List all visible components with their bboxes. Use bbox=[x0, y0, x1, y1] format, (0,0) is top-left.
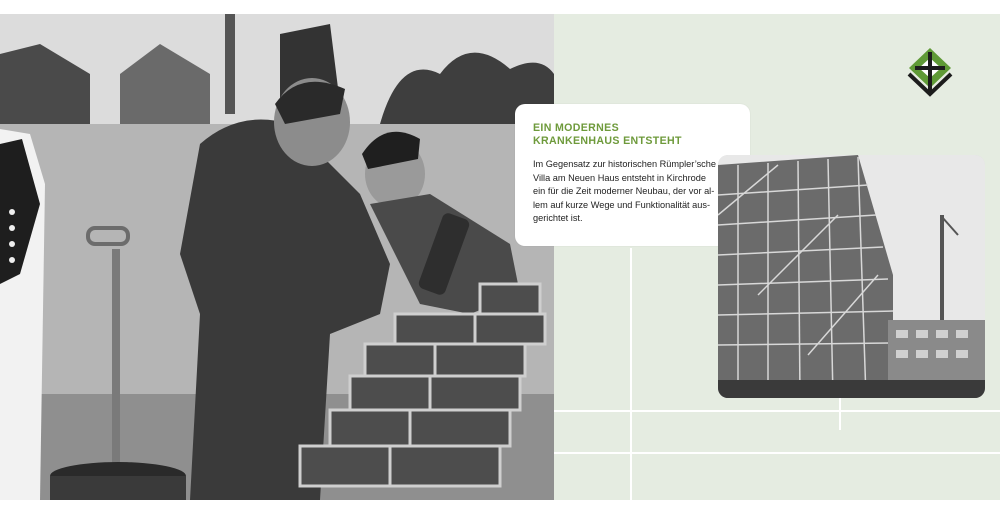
grid-line-vertical bbox=[630, 248, 632, 500]
historic-bricklaying-photo bbox=[0, 14, 554, 500]
brochure-spread bbox=[0, 14, 1000, 500]
grid-line-horizontal bbox=[554, 410, 1000, 412]
grid-line-horizontal bbox=[554, 452, 1000, 454]
info-card bbox=[515, 104, 750, 246]
card-paragraph: Im Gegensatz zur historischen Rümpler’sche Villa am Neuen Haus entsteht in Kirchrode ein für die Zeit moderner Neubau, der vor al- lem auf kurze Wege und Funktionalität aus- gerichtet ist. bbox=[533, 159, 716, 223]
hospital-construction-scaffold-photo bbox=[718, 155, 985, 398]
hospital-logo-icon bbox=[905, 44, 955, 106]
card-heading: EIN MODERNES KRANKENHAUS ENTSTEHT bbox=[533, 122, 682, 147]
